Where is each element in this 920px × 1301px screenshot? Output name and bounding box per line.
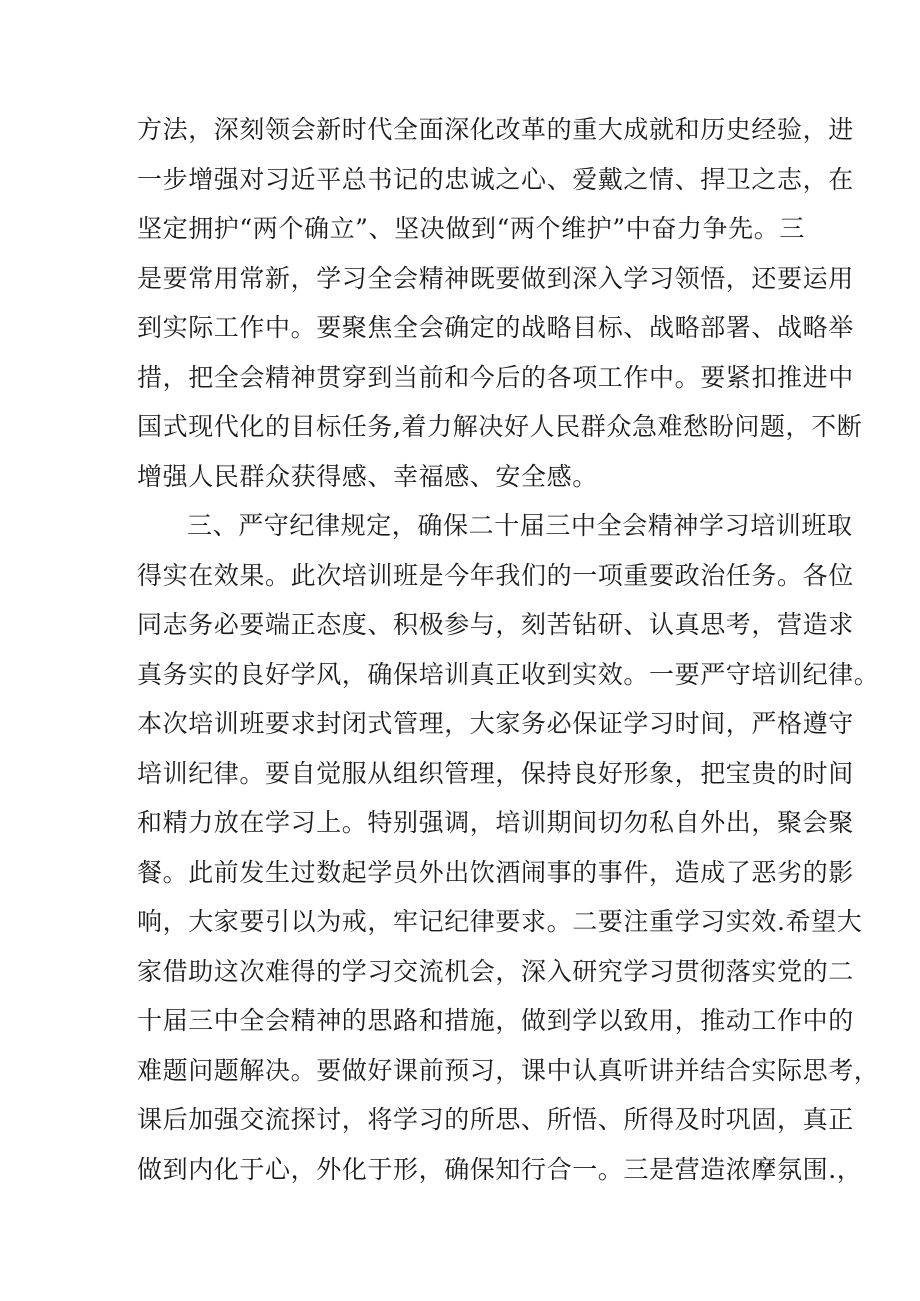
text-line: 是要常用常新，学习全会精神既要做到深入学习领悟，还要运用 [137,264,854,293]
text-line: 方法，深刻领会新时代全面深化改革的重大成就和历史经验，进 [137,115,854,144]
text-line: 同志务必要端正态度、积极参与，刻苦钻研、认真思考，营造求 [137,610,854,639]
text-line: 响，大家要引以为戒，牢记纪律要求。二要注重学习实效.希望大 [137,907,863,936]
text-line: 做到内化于心，外化于形，确保知行合一。三是营造浓摩氛围.， [137,1155,863,1184]
text-line: 本次培训班要求封闭式管理，大家务必保证学习时间，严格遵守 [137,709,854,738]
text-line: 国式现代化的目标任务,着力解决好人民群众急难愁盼问题，不断 [137,412,863,441]
text-line: 家借助这次难得的学习交流机会，深入研究学习贯彻落实党的二 [137,957,854,986]
text-line: 措，把全会精神贯穿到当前和今后的各项工作中。要紧扣推进中 [137,363,854,392]
text-line: 得实在效果。此次培训班是今年我们的一项重要政治任务。各位 [137,561,854,590]
text-line: 坚定拥护“两个确立”、坚决做到“两个维护”中奋力争先。三 [137,214,805,243]
text-line: 餐。此前发生过数起学员外出饮酒闹事的事件，造成了恶劣的影 [137,858,854,887]
text-line: 到实际工作中。要聚焦全会确定的战略目标、战略部署、战略举 [137,313,854,342]
section-heading-line: 三、严守纪律规定，确保二十届三中全会精神学习培训班取 [187,511,853,540]
text-line: 培训纪律。要自觉服从组织管理，保持良好形象，把宝贵的时间 [137,759,854,788]
text-line: 难题问题解决。要做好课前预习，课中认真听讲并结合实际思考， [137,1056,880,1085]
text-line: 和精力放在学习上。特别强调，培训期间切勿私自外出，聚会聚 [137,808,854,837]
text-line: 增强人民群众获得感、幸福感、安全感。 [137,462,598,491]
text-line: 真务实的良好学风，确保培训真正收到实效。一要严守培训纪律。 [137,660,880,689]
text-line: 课后加强交流探讨，将学习的所思、所悟、所得及时巩固，真正 [137,1105,854,1134]
text-line: 一步增强对习近平总书记的忠诚之心、爱戴之情、捍卫之志，在 [137,165,854,194]
text-line: 十届三中全会精神的思路和措施，做到学以致用，推动工作中的 [137,1006,854,1035]
